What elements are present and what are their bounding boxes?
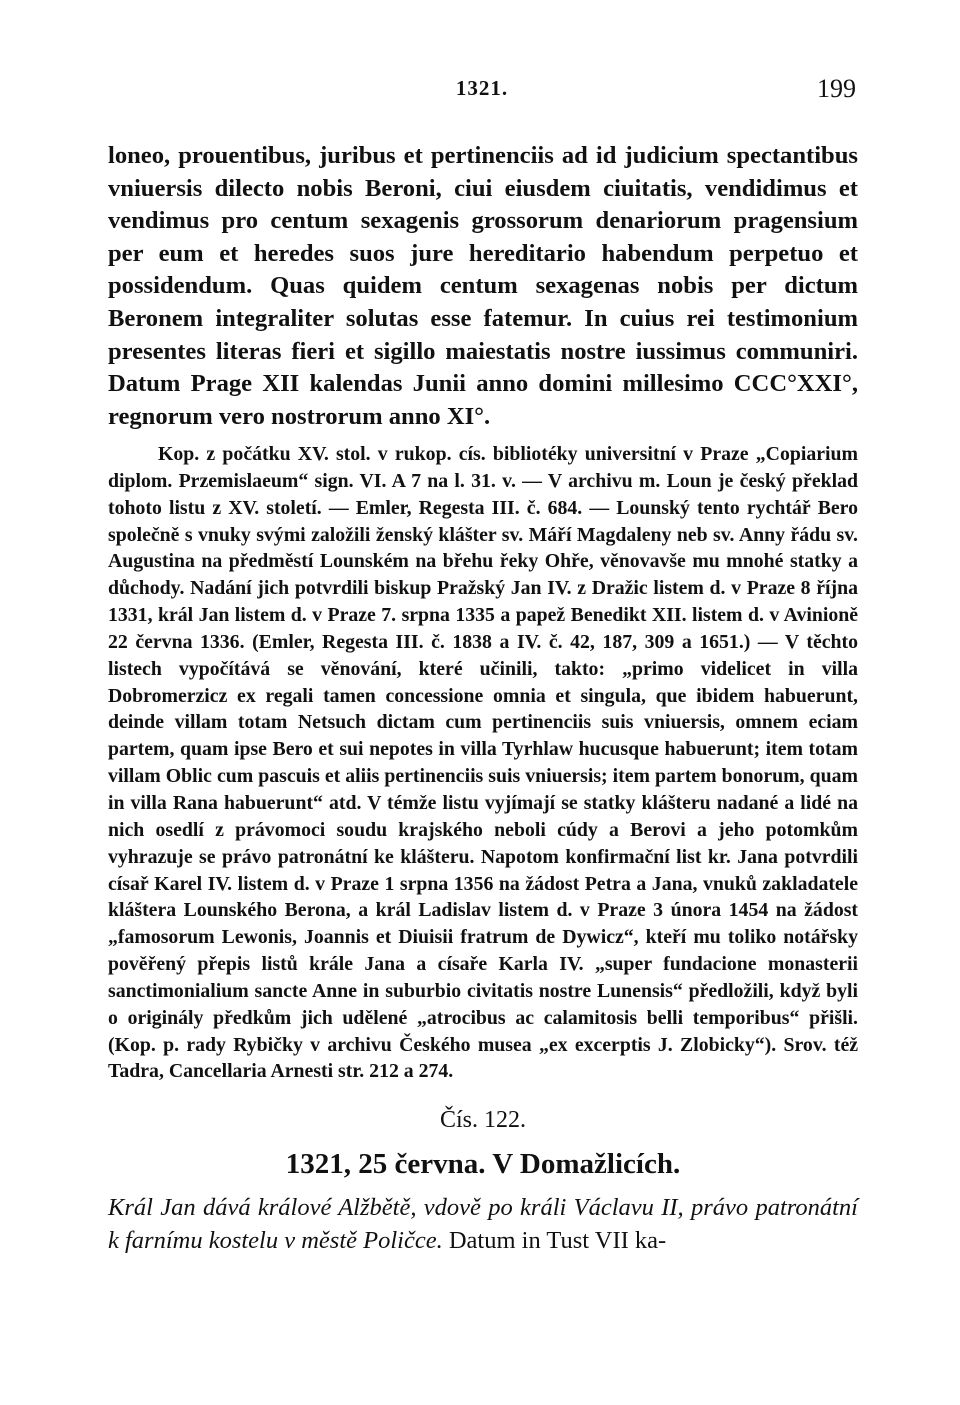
charter-text: [108, 140, 858, 433]
note-paragraph: Kop. z počátku XV. stol. v rukop. cís. bibliotéky universitní v Praze „Copiarium diplom. Przemislaeum“ sign. VI. A 7 na l. 31. v. — V archivu m. Loun je český překlad tohoto listu z XV. století. — Emler, Regesta III. č. 684. — Lounský tento rychtář Bero společně s vnuky svými založili ženský klášter sv. Máří Magdaleny neb sv. Anny řádu sv. Augustina na předměstí Lounském na břehu řeky Ohře, věnovavše mu mnohé statky a důchody. Nadání jich potvrdili biskup Pražský Jan IV. z Dražic listem d. v Praze 8 října 1331, král Jan listem d. v Praze 7. srpna 1335 a papež Benedikt XII. listem d. v Avinioně 22 června 1336. (Emler, Regesta III. č. 1838 a IV. č. 42, 187, 309 a 1651.) — V těchto listech vypočítává se věnování, které učinili, takto: „primo videlicet in villa Dobromerzicz ex regali tamen concessione omnia et singula, que ibidem habuerunt, deinde villam totam Netsuch dictam cum pertinenciis suis vniuersis, omnem eciam partem, quam ipse Bero et sui nepotes in villa Tyrhlaw hucusque habuerunt; item totam villam Oblic cum pascuis et aliis pertinenciis suis vniuersis; item partem bonorum, quam in villa Rana habuerunt“ atd. V témže listu vyjímají se statky klášteru nadané a lidé na nich osedlí z právomoci soudu krajského neboli cúdy a Berovi a jeho potomkům vyhrazuje se právo patronátní ke klášteru. Napotom konfirmační list kr. Jana potvrdili císař Karel IV. listem d. v Praze 1 srpna 1356 na žádost Petra a Jana, vnuků zakladatele kláštera Lounského Berona, a král Ladislav listem d. v Praze 3 února 1454 na žádost „famosorum Lewonis, Joannis et Diuisii fratrum de Dywicz“, kteří mu toliko notářsky pověřený přepis listů krále Jana a císaře Karla IV. „super fundacione monasterii sanctimonialium sancte Anne in suburbio civitatis nostre Lunensis“ předložili, když byli o originály předkům jich udělené „atrocibus ac calamitosis belli temporibus“ přišli. (Kop. p. rady Rybičky v archivu Českého musea „ex excerptis J. Zlobicky“). Srov. též Tadra, Cancellaria Arnesti str. 212 a 274.: [108, 443, 858, 1083]
dateline: 1321, 25 června. V Domažlicích.: [285, 1148, 681, 1180]
document-number: Čís. 122.: [439, 1107, 526, 1133]
regest-upright: Datum in Tust VII ka-: [448, 1227, 667, 1254]
charter-paragraph: loneo, prouentibus, juribus et pertinenciis ad id judicium spectantibus vniuersis dilecto nobis Beroni, ciui eiusdem ciuitatis, vendidimus et vendimus pro centum sexagenis grossorum denariorum pragensium per eum et heredes suos jure hereditario habendum perpetuo et possidendum. Quas quidem centum sexagenas nobis per dictum Beronem integraliter solutas esse fatemur. In cuius rei testimonium presentes literas fieri et sigillo maiestatis nostre iussimus communiri. Datum Prage XII kalendas Junii anno domini millesimo CCC°XXI°, regnorum vero nostrorum anno XI°.: [108, 142, 858, 430]
editorial-note: [108, 441, 858, 1085]
regest: [108, 1191, 858, 1257]
header-year: 1321.: [455, 76, 509, 100]
page-number: 199: [817, 74, 856, 103]
regest-italic: Král Jan dává králové Alžbětě, vdově po králi Václavu II, právo patronátní k farnímu kostelu v městě Poličce.: [108, 1194, 858, 1254]
running-header: [108, 74, 856, 106]
